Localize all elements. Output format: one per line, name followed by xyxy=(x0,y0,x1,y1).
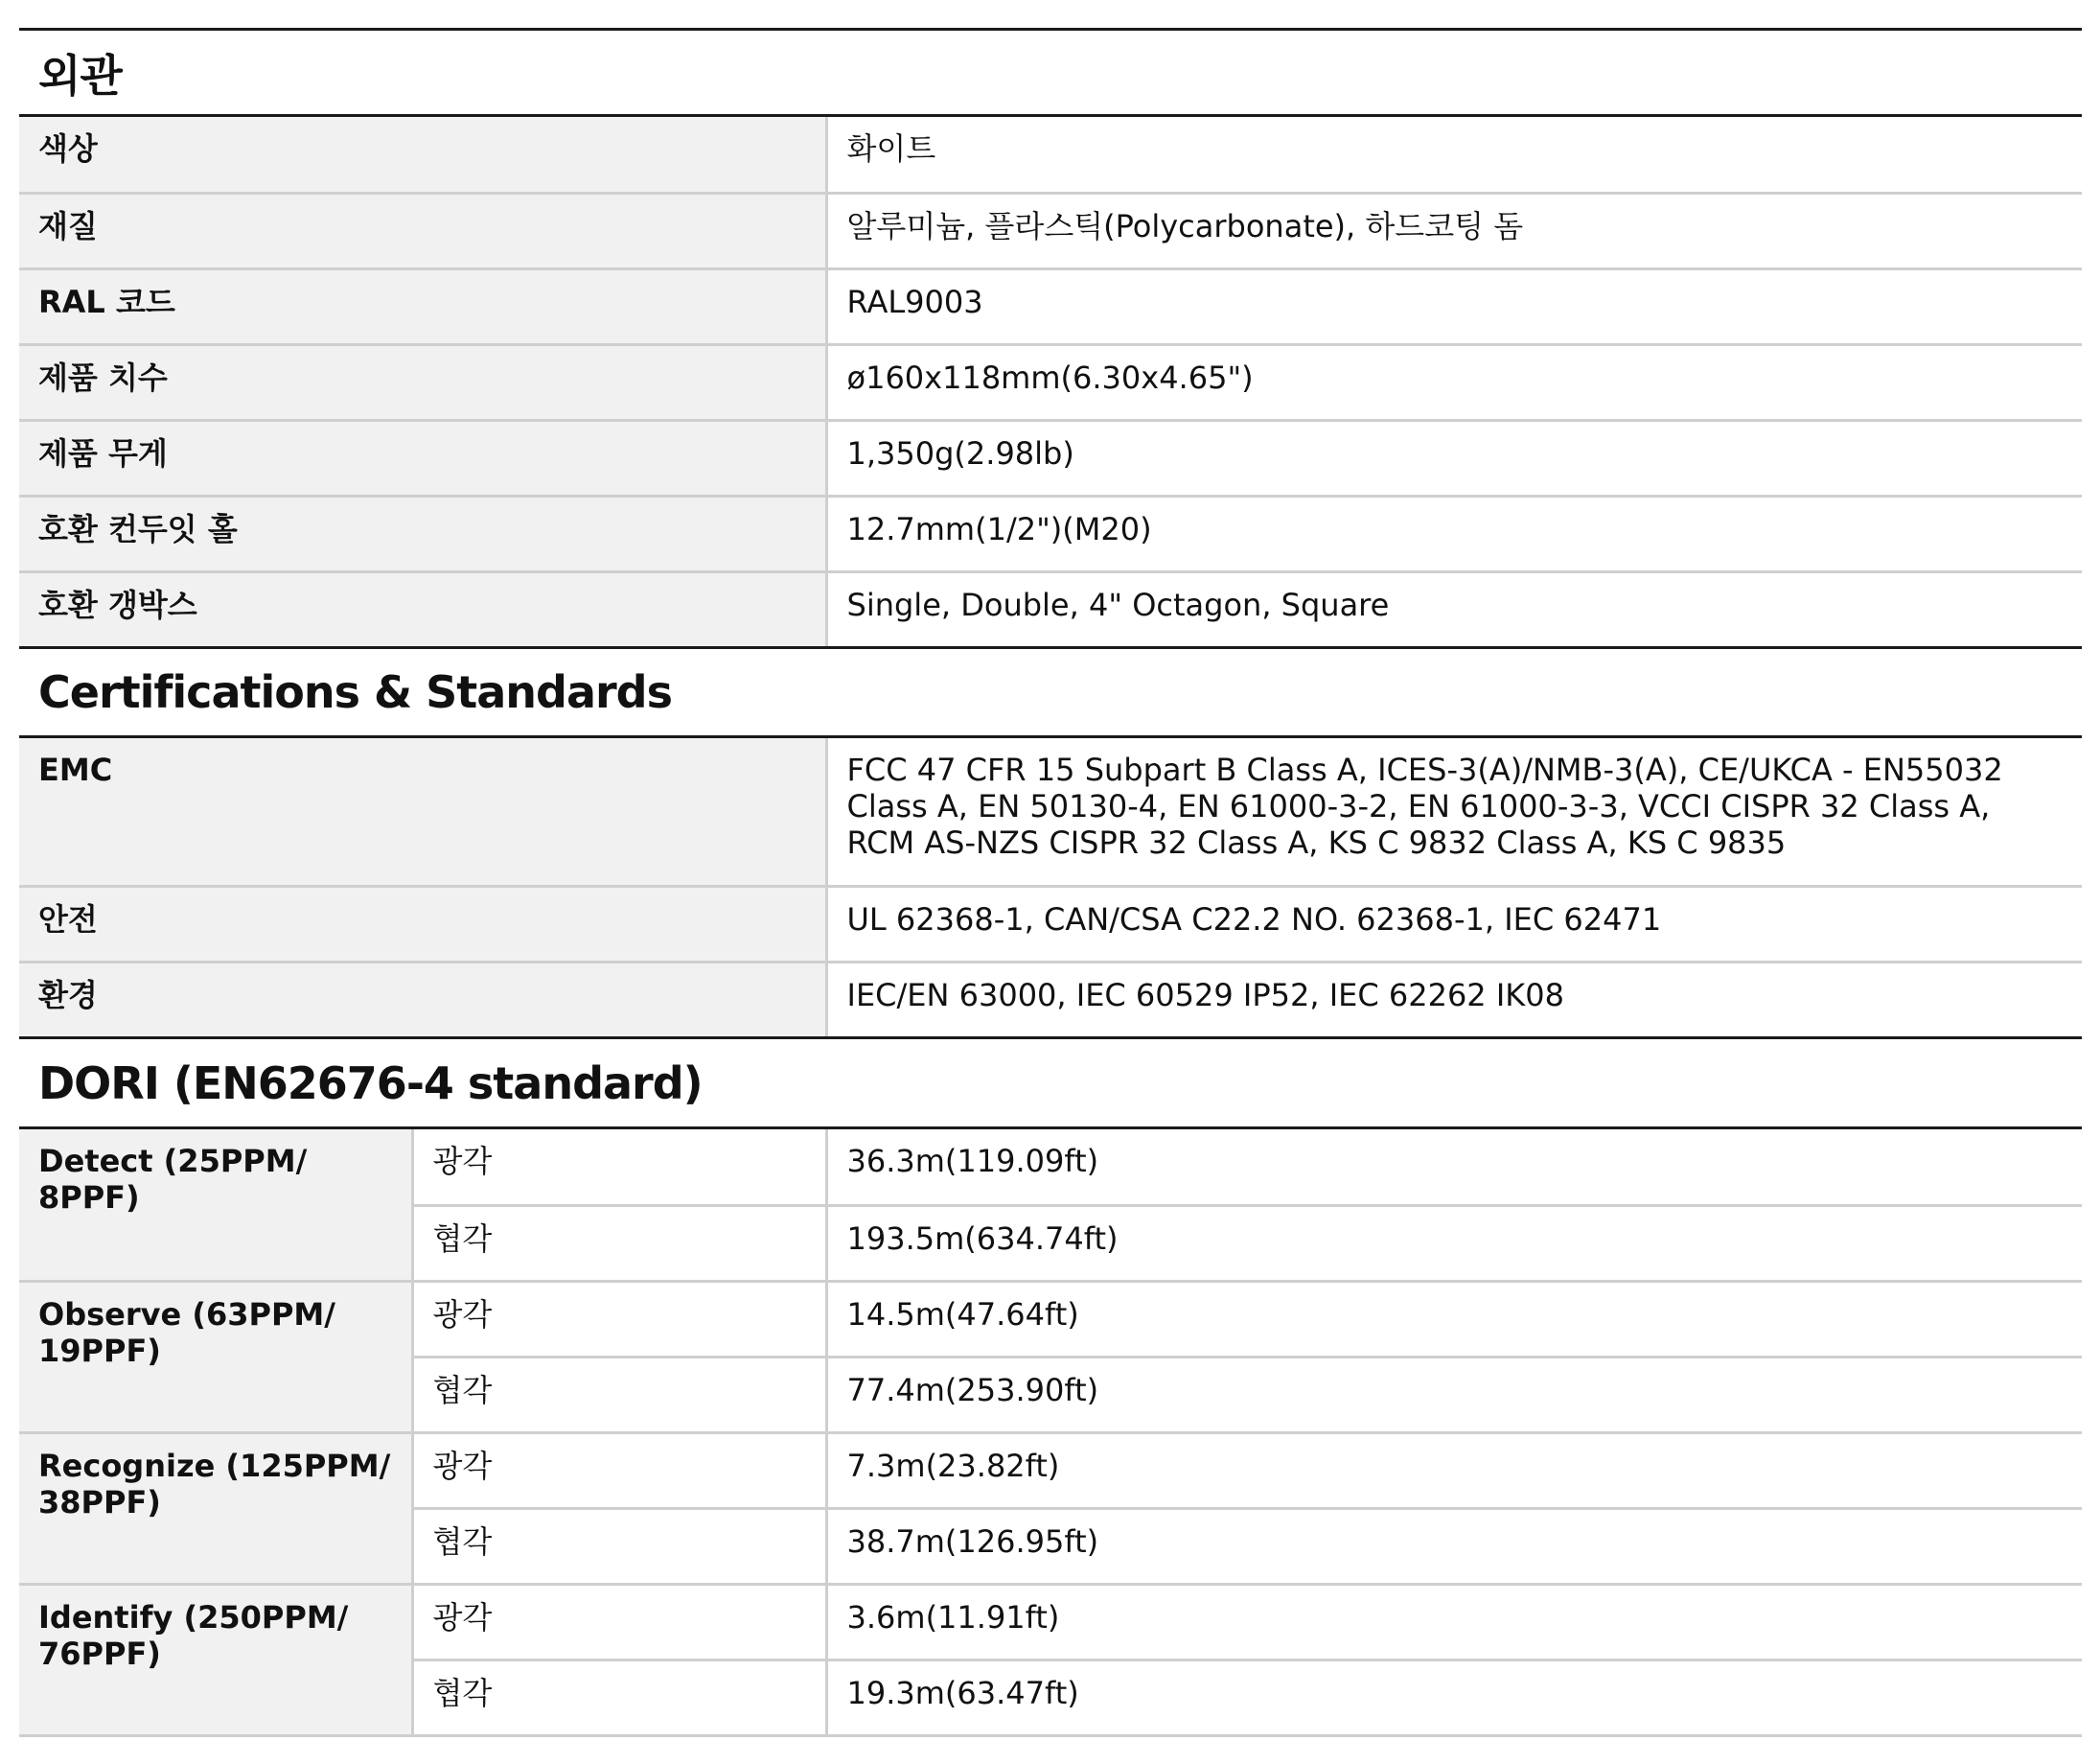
row-label: 재질 xyxy=(19,193,826,268)
row-value: 화이트 xyxy=(826,117,2082,193)
section-title-exterior: 외관 xyxy=(19,28,2082,117)
dori-group-label: Identify (250PPM/ 76PPF) xyxy=(19,1584,412,1735)
row-value: 38.7m(126.95ft) xyxy=(826,1508,2082,1584)
row-label: RAL 코드 xyxy=(19,268,826,344)
row-value: 1,350g(2.98lb) xyxy=(826,420,2082,496)
table-row xyxy=(19,344,2082,420)
row-value: 알루미늄, 플라스틱(Polycarbonate), 하드코팅 돔 xyxy=(826,193,2082,268)
section-title-certifications: Certifications & Standards xyxy=(19,649,2082,738)
table-row xyxy=(19,1432,2082,1508)
row-value: 36.3m(119.09ft) xyxy=(826,1129,2082,1205)
row-label: 색상 xyxy=(19,117,826,193)
row-value: 3.6m(11.91ft) xyxy=(826,1584,2082,1660)
dori-table xyxy=(19,1129,2082,1737)
row-value: 77.4m(253.90ft) xyxy=(826,1357,2082,1432)
table-row xyxy=(19,117,2082,193)
row-label: 호환 갱박스 xyxy=(19,571,826,647)
lens-wide-label: 광각 xyxy=(412,1281,826,1357)
row-value: Single, Double, 4" Octagon, Square xyxy=(826,571,2082,647)
dori-group-label: Recognize (125PPM/ 38PPF) xyxy=(19,1432,412,1584)
row-value: ø160x118mm(6.30x4.65") xyxy=(826,344,2082,420)
lens-wide-label: 광각 xyxy=(412,1432,826,1508)
lens-wide-label: 광각 xyxy=(412,1584,826,1660)
row-value: UL 62368-1, CAN/CSA C22.2 NO. 62368-1, IEC 62471 xyxy=(826,887,2082,963)
table-row xyxy=(19,887,2082,963)
table-row xyxy=(19,571,2082,647)
table-row xyxy=(19,1129,2082,1205)
row-value: FCC 47 CFR 15 Subpart B Class A, ICES-3(A)/NMB-3(A), CE/UKCA - EN55032 Class A, EN 50130-4, EN 61000-3-2, EN 61000-3-3, VCCI CISPR 32 Class A, RCM AS-NZS CISPR 32 Class A, KS C 9832 Class A, KS C 9835 xyxy=(826,738,2082,887)
spec-sheet xyxy=(19,28,2082,1737)
lens-tele-label: 협각 xyxy=(412,1508,826,1584)
row-value: IEC/EN 63000, IEC 60529 IP52, IEC 62262 IK08 xyxy=(826,963,2082,1038)
table-row xyxy=(19,268,2082,344)
row-value: 193.5m(634.74ft) xyxy=(826,1205,2082,1281)
row-value: 7.3m(23.82ft) xyxy=(826,1432,2082,1508)
dori-group-label: Observe (63PPM/ 19PPF) xyxy=(19,1281,412,1432)
table-row xyxy=(19,496,2082,571)
section-title-dori: DORI (EN62676-4 standard) xyxy=(19,1039,2082,1129)
lens-tele-label: 협각 xyxy=(412,1660,826,1735)
row-value: 19.3m(63.47ft) xyxy=(826,1660,2082,1735)
table-row xyxy=(19,1584,2082,1660)
exterior-table xyxy=(19,117,2082,649)
dori-group-label: Detect (25PPM/ 8PPF) xyxy=(19,1129,412,1281)
row-label: 호환 컨두잇 홀 xyxy=(19,496,826,571)
lens-tele-label: 협각 xyxy=(412,1357,826,1432)
row-value: RAL9003 xyxy=(826,268,2082,344)
row-label: 제품 치수 xyxy=(19,344,826,420)
row-value: 12.7mm(1/2")(M20) xyxy=(826,496,2082,571)
row-label: 제품 무게 xyxy=(19,420,826,496)
table-row xyxy=(19,963,2082,1038)
row-label: EMC xyxy=(19,738,826,887)
table-row xyxy=(19,420,2082,496)
row-label: 안전 xyxy=(19,887,826,963)
table-row xyxy=(19,193,2082,268)
lens-wide-label: 광각 xyxy=(412,1129,826,1205)
lens-tele-label: 협각 xyxy=(412,1205,826,1281)
row-value: 14.5m(47.64ft) xyxy=(826,1281,2082,1357)
certifications-table xyxy=(19,738,2082,1040)
table-row xyxy=(19,1281,2082,1357)
row-label: 환경 xyxy=(19,963,826,1038)
table-row xyxy=(19,738,2082,887)
